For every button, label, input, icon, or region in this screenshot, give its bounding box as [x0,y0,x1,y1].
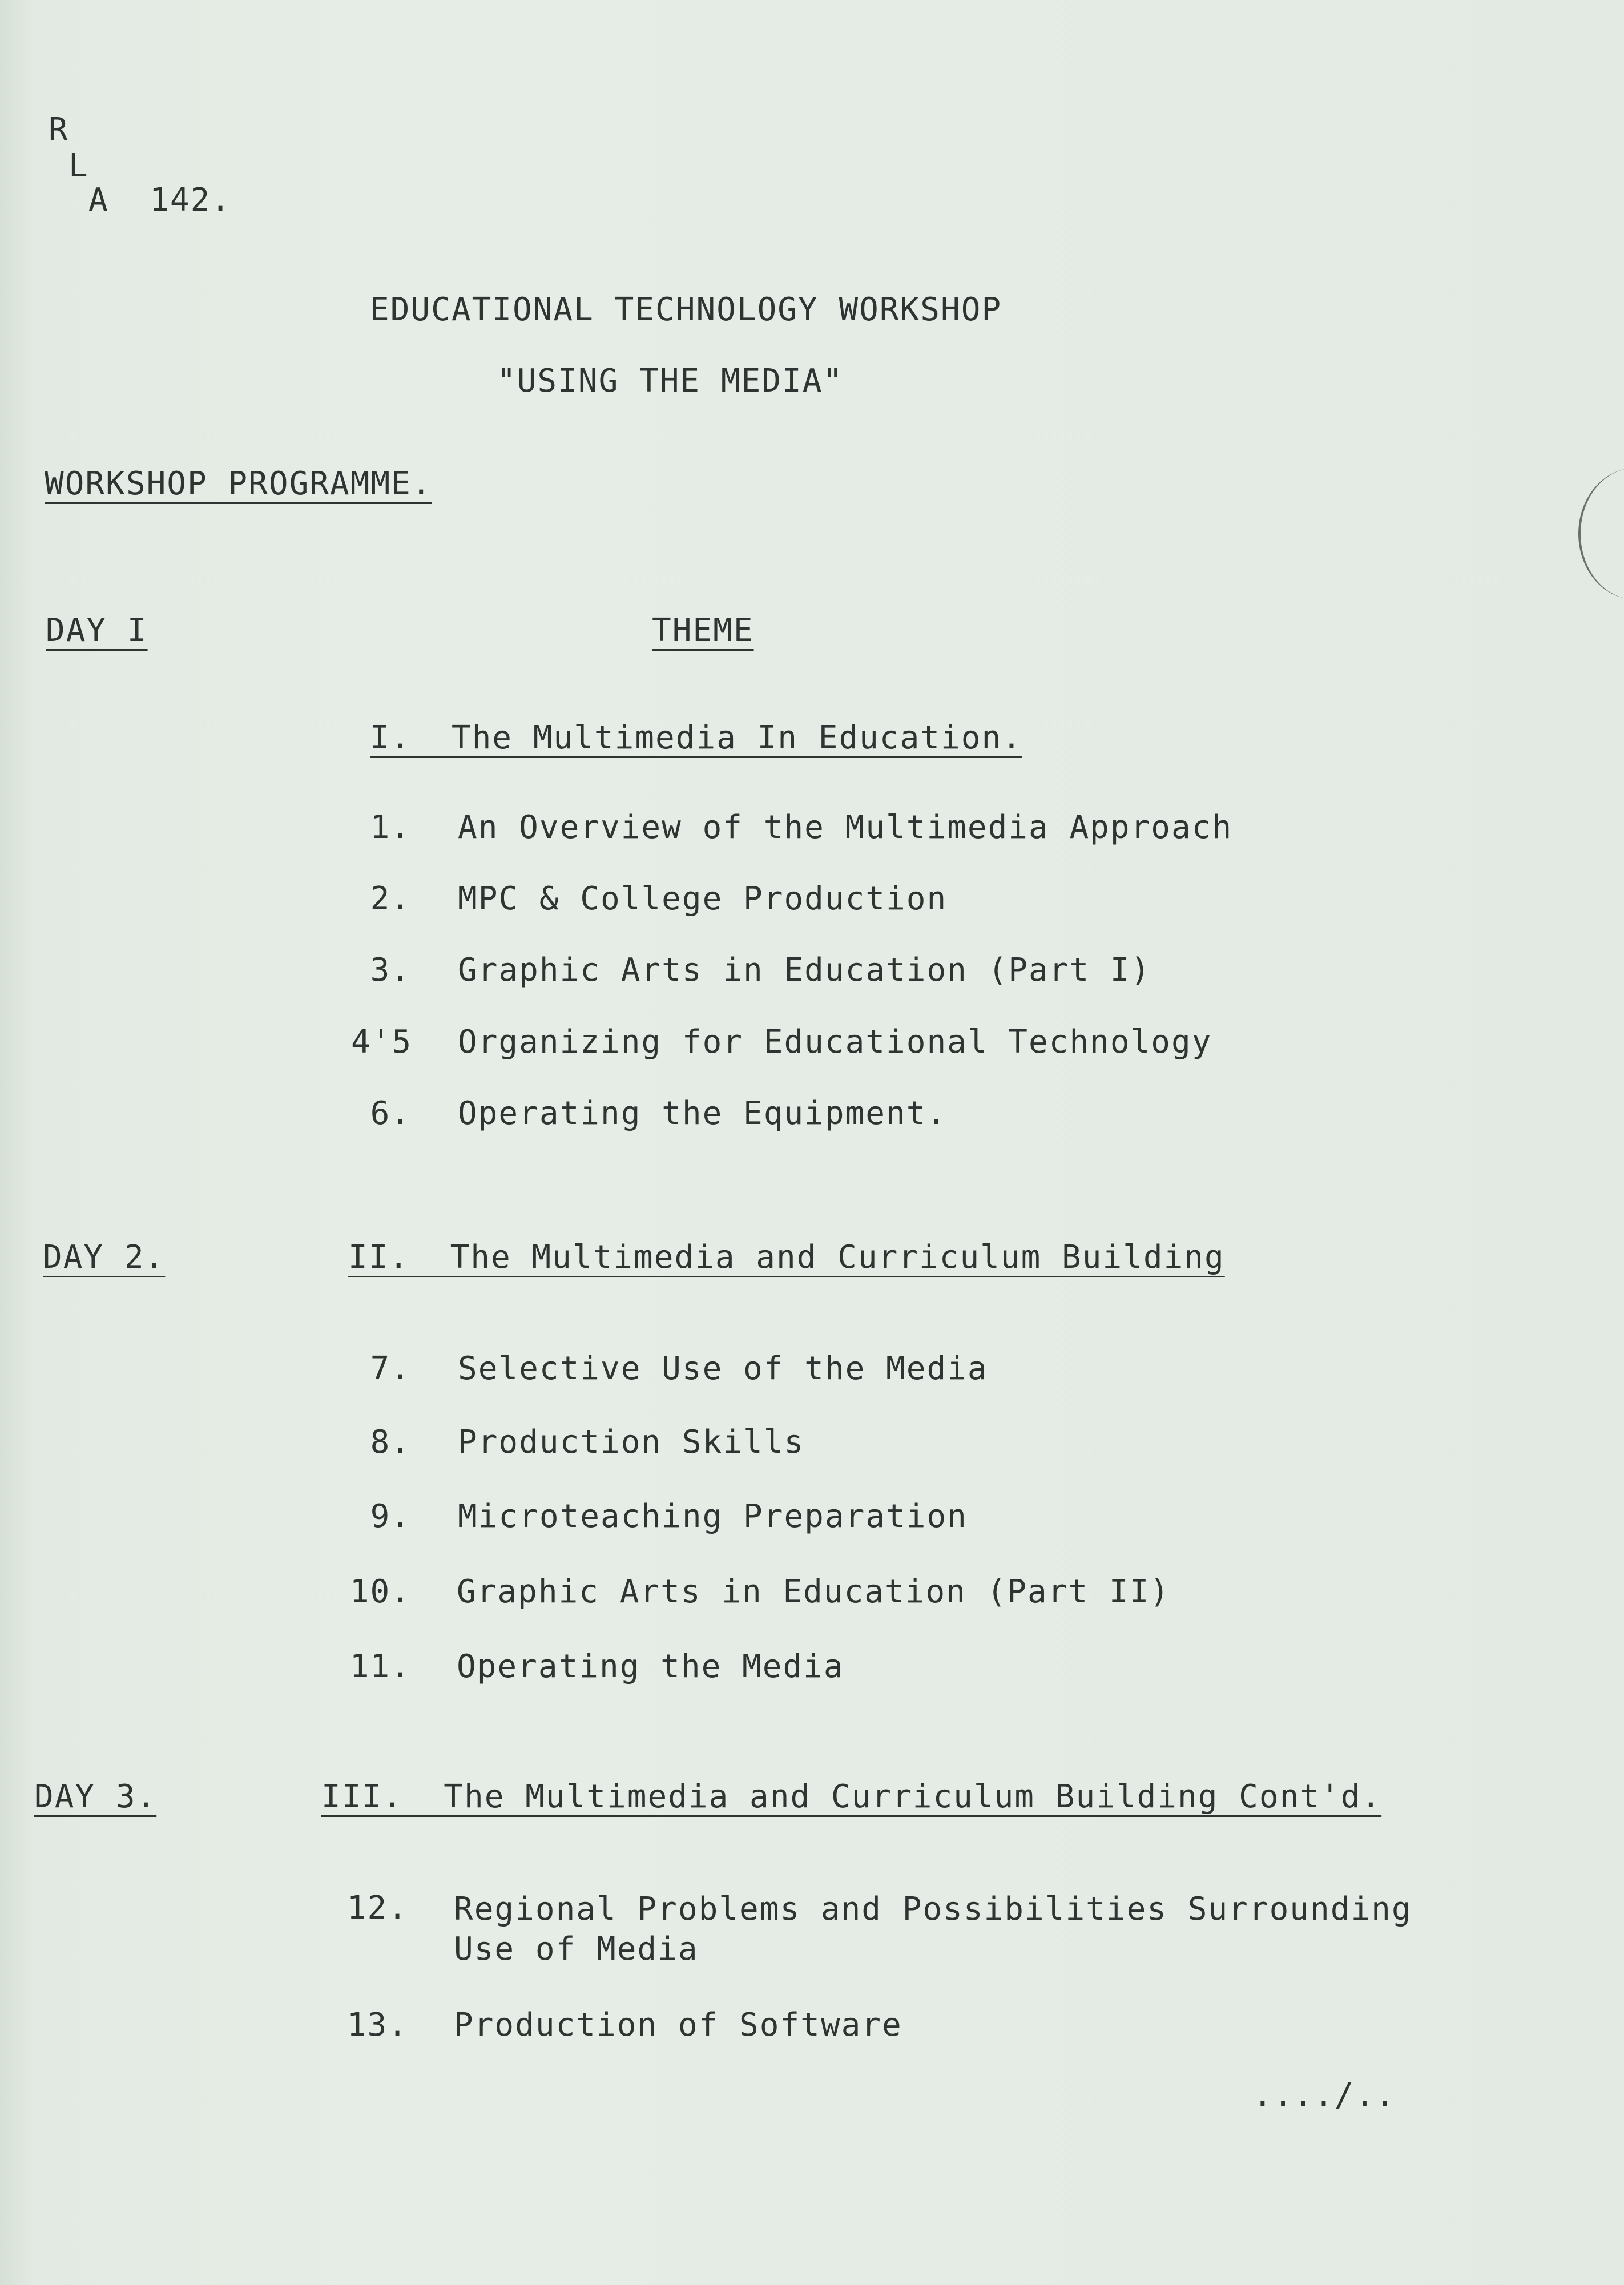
day1-item-number: 1. [370,809,411,846]
day2-item-number: 10. [349,1573,411,1610]
day3-section-title: III. The Multimedia and Curriculum Building Cont'd. [321,1778,1382,1815]
day2-label: DAY 2. [43,1239,166,1276]
day1-item-number: 2. [370,880,411,917]
day2-item-number: 9. [370,1498,411,1535]
document-subtitle: "USING THE MEDIA" [497,362,844,400]
day3-item-number: 13. [346,2006,408,2044]
day2-item-number: 8. [370,1424,411,1461]
corner-ref-line2: L [68,147,89,184]
corner-ref-line3: A 142. [88,182,232,219]
document-title: EDUCATIONAL TECHNOLOGY WORKSHOP [370,291,1002,328]
corner-ref-line1: R [49,111,69,148]
day1-item-number: 3. [370,952,411,989]
day1-item-text: Graphic Arts in Education (Part I) [458,952,1151,989]
programme-heading: WORKSHOP PROGRAMME. [45,465,432,502]
continuation-mark: ..../.. [1253,2077,1396,2114]
day3-item-number: 12. [346,1889,408,1927]
day2-item-number: 11. [349,1648,411,1685]
show-through-shade [856,137,1427,205]
day3-item-text: Regional Problems and Possibilities Surrounding Use of Media [454,1891,1412,1968]
day1-section-title: I. The Multimedia In Education. [370,719,1022,756]
day3-label: DAY 3. [34,1778,157,1815]
day3-item-text: Production of Software [454,2006,902,2044]
day1-item-text: An Overview of the Multimedia Approach [458,809,1233,846]
page-edge-bracket [1578,468,1624,599]
day1-label: DAY I [46,612,148,649]
day1-item-text: Operating the Equipment. [458,1095,948,1132]
day1-item-number: 6. [370,1095,411,1132]
day2-item-text: Graphic Arts in Education (Part II) [457,1573,1171,1610]
day2-item-text: Selective Use of the Media [458,1350,988,1387]
day1-item-number: 4'5 [351,1023,413,1061]
day2-section-title: II. The Multimedia and Curriculum Building [348,1239,1225,1276]
day2-item-text: Microteaching Preparation [458,1498,968,1535]
day1-item-text: Organizing for Educational Technology [458,1023,1212,1061]
day2-item-number: 7. [370,1350,411,1387]
day2-item-text: Operating the Media [457,1648,844,1685]
day2-item-text: Production Skills [458,1424,805,1461]
day1-item-text: MPC & College Production [458,880,948,917]
theme-heading: THEME [652,612,754,649]
